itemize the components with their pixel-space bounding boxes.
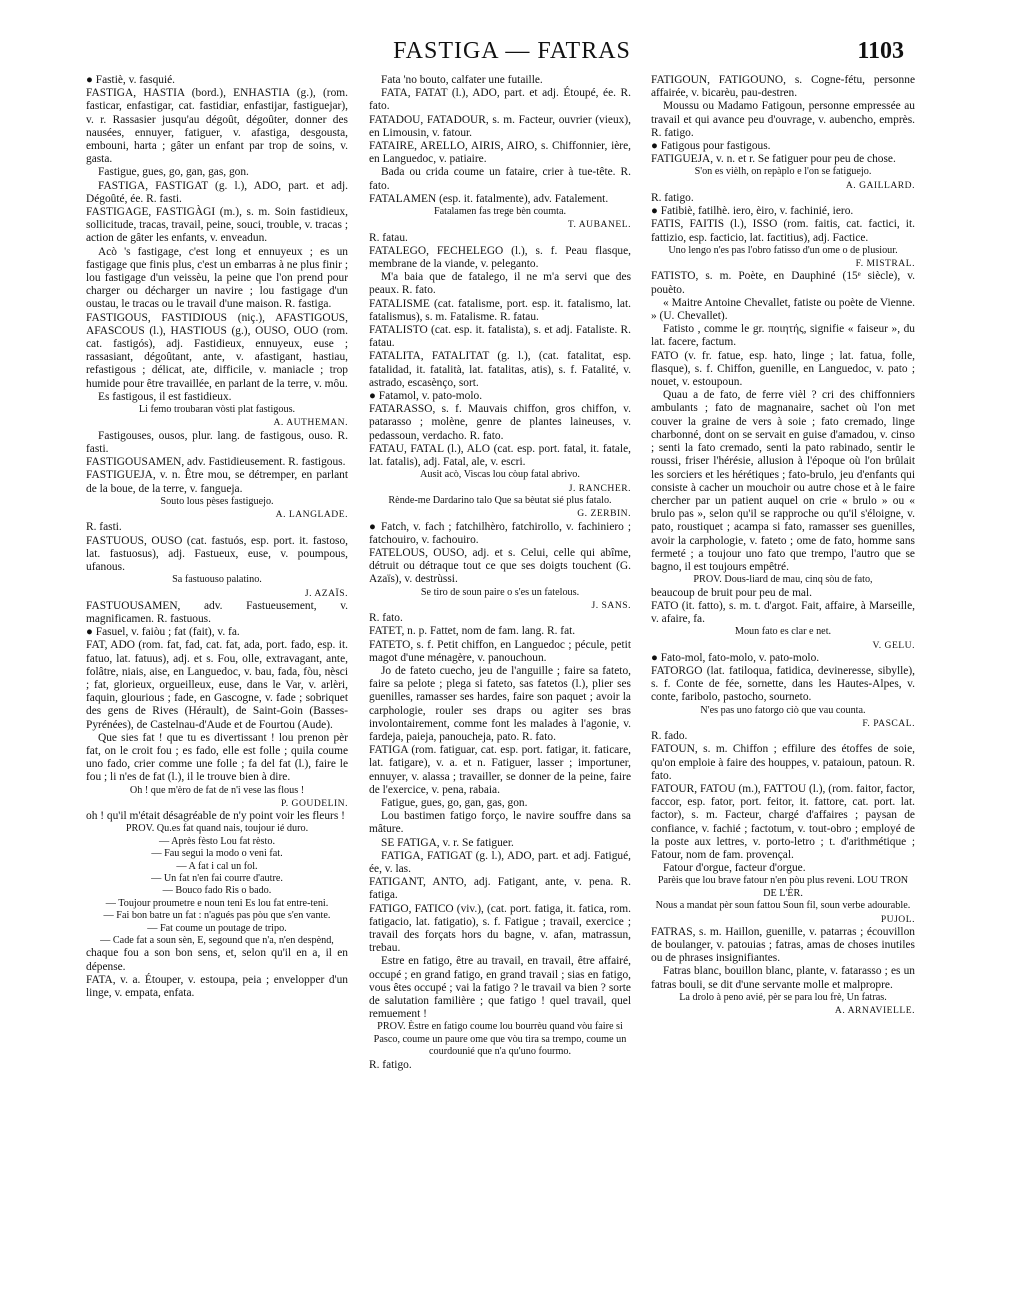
quotation-line: PROV. Qu.es fat quand nais, toujour ié duro. — [125, 823, 309, 835]
quotation-line: Oh ! que m'èro de fat de n'i vese las flous ! — [129, 784, 305, 796]
dictionary-entry: FATALITA, FATALITAT (g. l.), (cat. fatalitat, esp. fatalidad, it. fatalità, lat. fatalitas, atis), s. f. Fatalité, v. astrado, escasènço, sort. — [369, 350, 631, 389]
quotation-line: Ausit acò, Viscas lou còup fatal abrivo. — [420, 469, 580, 481]
dictionary-entry: Estre en fatigo, être au travail, en travail, être affairé, occupé ; en grand fatigo, en grand travail ; sias en fatigo, vous êtes occupé ; vai la fatigo ? le travail va bien ? sorte de salutation familière ; que fatigo ! quel travail, quel remuement ! — [369, 955, 631, 1021]
dictionary-entry: FATALAMEN (esp. it. fatalmente), adv. Fatalement. — [369, 192, 609, 205]
dictionary-entry: FATIGANT, ANTO, adj. Fatigant, ante, v. pena. R. fatiga. — [369, 876, 631, 902]
dictionary-entry: FATAIRE, ARELLO, AIRIS, AIRO, s. Chiffonnier, ière, en Languedoc, v. patiaire. — [369, 140, 631, 166]
quotation-line: S'on es vièlh, on repàplo e l'on se fatiguejo. — [694, 166, 872, 178]
dictionary-entry: Fatras blanc, bouillon blanc, plante, v. fatarasso ; es un fatras bouli, se dit d'une servante molle et malpropre. — [651, 965, 915, 991]
column-right — [651, 74, 915, 1017]
quotation-attribution: P. GOUDELIN. — [280, 797, 348, 809]
dictionary-entry: FATISTO, s. m. Poète, en Dauphiné (15ᵉ siècle), v. pouèto. — [651, 270, 915, 296]
dictionary-entry: Fatisto , comme le gr. ποιητής, signifie « faiseur », du lat. facere, factum. — [651, 323, 915, 349]
dictionary-entry: FATA, v. a. Étouper, v. estoupa, peia ; envelopper d'un linge, v. empata, enfata. — [86, 973, 348, 1000]
dictionary-entry: FATALEGO, FECHELEGO (l.), s. f. Peau flasque, membrane de la viande, v. peleganto. — [369, 244, 631, 271]
dictionary-entry: R. fatigo. — [369, 1058, 412, 1071]
quotation-attribution: J. AZAÏS. — [304, 587, 348, 599]
dictionary-entry: oh ! qu'il m'était désagréable de n'y point voir les fleurs ! — [86, 810, 345, 823]
dictionary-entry: FATIGA (rom. fatiguar, cat. esp. port. fatigar, it. faticare, lat. fatigare), v. a. et n. Fatiguer, lasser ; importuner, ennuyer, v. alassa ; travailler, se donner de la peine, faire de l'exercice, v. pena, rabaia. — [369, 744, 631, 796]
quotation-line: Sa fastuouso palatino. — [172, 574, 262, 586]
dictionary-entry: ● Fatch, v. fach ; fatchilhèro, fatchirollo, v. fachiniero ; fatchouiro, v. fachouiro. — [369, 520, 631, 546]
quotation-line: Uno lengo n'es pas l'obro fatisso d'un ome o de plusiour. — [668, 244, 898, 256]
dictionary-entry: FATADOU, FATADOUR, s. m. Facteur, ouvrier (vieux), en Limousin, v. fatour. — [369, 113, 631, 139]
dictionary-entry: FATETO, s. f. Petit chiffon, en Languedoc ; pécule, petit magot d'une ménagère, v. panouchoun. — [369, 638, 631, 664]
dictionary-entry: SE FATIGA, v. r. Se fatiguer. — [381, 836, 514, 849]
dictionary-entry: R. fatau. — [369, 231, 408, 244]
quotation-attribution: F. PASCAL. — [862, 717, 915, 729]
quotation-line: PROV. Dous-liard de mau, cinq sòu de fato, — [693, 574, 873, 586]
quotation-line: — A fat i cal un fol. — [176, 860, 258, 872]
quotation-attribution: F. MISTRAL. — [855, 258, 915, 270]
quotation-line: — Fai bon batre un fat : n'agués pas pòu que s'en vante. — [103, 910, 331, 922]
dictionary-entry: FATAU, FATAL (l.), ALO (cat. esp. port. fatal, it. fatale, lat. fatalis), adj. Fatal, ale, v. escri. — [369, 442, 631, 469]
dictionary-entry: ● Fatigous pour fastigous. — [651, 140, 771, 153]
quotation-attribution: PUJOL. — [880, 913, 915, 925]
dictionary-entry: FATIGUEJA, v. n. et r. Se fatiguer pour peu de chose. — [651, 153, 896, 166]
dictionary-entry: FASTIGUEJA, v. n. Être mou, se détremper, en parlant de la boue, de la terre, v. fangueja. — [86, 469, 348, 495]
quotation-line: — Fau segui la modo o veni fat. — [151, 848, 283, 860]
dictionary-entry: ● Fatibiè, fatilhè. iero, èiro, v. fachinié, iero. — [651, 205, 854, 218]
quotation-line: Fatalamen fas trege bèn coumta. — [433, 206, 567, 218]
dictionary-entry: Que sies fat ! que tu es divertissant ! lou prenon pèr fat, on le croit fou ; es fado, elle est folle ; quila coume uno fado, crier comme une folle ; fa del fat (l.), faire le fou ; li n'es de fat (l.), il le trouve bien à dire. — [86, 731, 348, 784]
dictionary-entry: FATARASSO, s. f. Mauvais chiffon, gros chiffon, v. patarasso ; molène, genre de plantes laineuses, v. pedassoun, verdacho. R. fato. — [369, 403, 631, 442]
dictionary-entry: Bada ou crida coume un fataire, crier à tue-tête. R. fato. — [369, 166, 631, 192]
dictionary-entry: M'a baia que de fatalego, il ne m'a servi que des peaux. R. fato. — [369, 271, 631, 297]
quotation-attribution: A. ARNAVIELLE. — [834, 1005, 915, 1017]
quotation-line: PROV. Èstre en fatigo coume lou bourrèu quand vòu faire si Pasco, coume un paure ome que vòu tira sa trempo, coume un courdounié que n'a qu'uno fourmo. — [373, 1021, 627, 1058]
quotation-attribution: A. LANGLADE. — [275, 509, 348, 521]
quotation-attribution: J. SANS. — [591, 599, 631, 611]
dictionary-entry: FASTIGOUS, FASTIDIOUS (niç.), AFASTIGOUS, AFASCOUS (l.), HASTIOUS (g.), OUSO, OUO (rom. cat. fastigós), adj. Fastidieux, ennuyeux, euse ; rassasiant, dégoûtant, ante, v. afastigant, hastiau, refastigous ; délicat, ate, difficile, v. maniacle ; trop humide pour être travaillée, en parlant de la terre, v. môu. — [86, 311, 348, 390]
quotation-line: Souto lous pèses fastiguejo. — [160, 495, 274, 507]
quotation-attribution: T. AUBANEL. — [567, 219, 631, 231]
quotation-line: Li femo troubaran vòsti plat fastigous. — [138, 404, 296, 416]
dictionary-entry: FATRAS, s. m. Haillon, guenille, v. patarras ; écouvillon de boulanger, v. patouias ; fatras, amas de choses inutiles ou de phrases insignifiantes. — [651, 925, 915, 965]
quotation-attribution: J. RANCHER. — [568, 482, 631, 494]
dictionary-entry: FATORGO (lat. fatiloqua, fatidica, devineresse, sibylle), s. f. Conte de fée, sornette, dans les Hautes-Alpes, v. conte, faribolo, pastocho, sourneto. — [651, 664, 915, 704]
dictionary-entry: FATELOUS, OUSO, adj. et s. Celui, celle qui abîme, détruit ou détraque tout ce que ses doigts touchent (G. Azaïs), v. destrùssi. — [369, 546, 631, 586]
dictionary-entry: R. fato. — [369, 612, 403, 625]
dictionary-entry: Lou bastimen fatigo forço, le navire souffre dans sa mâture. — [369, 810, 631, 836]
dictionary-entry: Es fastigous, il est fastidieux. — [98, 390, 232, 403]
dictionary-entry: R. fasti. — [86, 521, 122, 534]
quotation-line: — Bouco fado Ris o bado. — [162, 885, 272, 897]
dictionary-entry: chaque fou a son bon sens, et, selon qu'il en a, il en dépense. — [86, 947, 348, 973]
dictionary-entry: FATIGO, FATICO (viv.), (cat. port. fatiga, it. fatica, rom. fatigacio, lat. fatigatio), s. f. Fatigue ; travail, exercice ; travail des forçats hors du bagne, v. afan, matrassun, trebau. — [369, 902, 631, 955]
dictionary-entry: FASTUOUS, OUSO (cat. fastuós, esp. port. it. fastoso, lat. fastuosus), adj. Fastueux, euse, v. poumpous, ufanous. — [86, 534, 348, 573]
dictionary-entry: FASTUOUSAMEN, adv. Fastueusement, v. magnificamen. R. fastuous. — [86, 599, 348, 625]
dictionary-entry: FASTIGAGE, FASTIGÀGI (m.), s. m. Soin fastidieux, sollicitude, tracas, travail, peine, souci, trouble, v. tracas ; action de gâter les enfants, v. enveadun. — [86, 206, 348, 245]
dictionary-entry: FASTIGA, FASTIGAT (g. l.), ADO, part. et adj. Dégoûté, ée. R. fasti. — [86, 179, 348, 205]
dictionary-entry: Fata 'no bouto, calfater une futaille. — [381, 74, 543, 86]
dictionary-entry: ● Fatamol, v. pato-molo. — [369, 390, 483, 403]
dictionary-entry: FATALISTO (cat. esp. it. fatalista), s. et adj. Fataliste. R. fatau. — [369, 324, 631, 350]
quotation-line: Rènde-me Dardarino talo Que sa bèutat sié plus fatalo. — [388, 494, 612, 506]
dictionary-entry: Moussu ou Madamo Fatigoun, personne empressée au travail et qui avance peu d'ouvrage, v. aubencho, emprès. R. fatigo. — [651, 100, 915, 139]
dictionary-entry: Fastigue, gues, go, gan, gas, gon. — [98, 166, 249, 179]
quotation-line: Se tiro de soun paire o s'es un fatelous. — [420, 586, 580, 598]
running-title: FASTIGA — FATRAS — [393, 38, 631, 64]
dictionary-entry: FATA, FATAT (l.), ADO, part. et adj. Étoupé, ée. R. fato. — [369, 87, 631, 113]
dictionary-entry: Fatigue, gues, go, gan, gas, gon. — [381, 796, 528, 809]
quotation-line: — Cade fat a soun sèn, E, segound que n'a, n'en despènd, — [100, 935, 334, 947]
quotation-line: — Fat coume un poutage de tripo. — [147, 922, 287, 934]
quotation-line: N'es pas uno fatorgo ciò que vau counta. — [700, 704, 866, 716]
dictionary-entry: FASTIGA, HASTIA (bord.), ENHASTIA (g.), (rom. fasticar, enfastigar, cat. fastidiar, enfastijar, fastiguejar), v. r. Rassasier jusqu'au dégoût, dégoûter, donner des nausées, ennuyer, fatiguer, v. afastiga, desgousta, embouni, harta ; gâter un enfant par trop de soins, v. gasta. — [86, 87, 348, 166]
quotation-line: Parèis que lou brave fatour n'en pòu plus reveni. LOU TRON DE L'ÈR. — [657, 875, 909, 899]
dictionary-entry: R. fado. — [651, 730, 688, 743]
dictionary-entry: FATIGOUN, FATIGOUNO, s. Cogne-fétu, personne affairée, v. bicarèu, pau-destren. — [651, 74, 915, 100]
dictionary-entry: ● Fato-mol, fato-molo, v. pato-molo. — [651, 651, 820, 664]
quotation-attribution: G. ZERBIN. — [577, 508, 631, 520]
dictionary-entry: Jo de fateto cuecho, jeu de l'anguille ; faire sa fateto, faire sa pelote ; plega si fateto, sas fatetos (l.), plier ses guenilles, ramasser ses hardes, faire son paquet ; avoir la carphologie, rouler ses draps ou agiter ses bras involontairement, comme font les malades à l'agonie, v. fardeja, paieja, panoucheja, pato. R. fato. — [369, 664, 631, 743]
page-number: 1103 — [857, 38, 904, 64]
dictionary-entry: ● Fastiè, v. fasquié. — [86, 74, 176, 86]
dictionary-entry: FAT, ADO (rom. fat, fad, cat. fat, ada, port. fado, esp. it. fatuo, lat. fatuus), adj. et s. Fou, olle, extravagant, ante, folâtre, niais, aise, en Languedoc, v. bau, fada, fòu, nèsci ; fat, glorieux, orgueilleux, euse, dans le Var, v. arlèri, faquin, glourious ; fade, en Gascogne, v. fade ; sobriquet des gens de Rives (Hérault), de Saint-Goin (Basses-Pyrénées), de Castelnau-d'Aude et de Fourtou (Aude). — [86, 639, 348, 731]
dictionary-entry: Quau a de fato, de ferre vièl ? cri des chiffonniers ambulants ; fato de magnanaire, sachet où l'on met couver la graine de vers à soie ; fato cremado, linge charbonné, dont on se servait en guise d'amadou, v. cinso ; senti la fato cremado, senti la pato rabinado, sentir le roussi, friser l'hérésie, allusion à l'époque où l'on brûlait les sorciers et les hérétiques ; fato-brulo, jeu d'enfants qui consiste à cacher un mouchoir ou autre chose et à le faire chercher par un patient auquel on crie « brulo » ou « brulo pas », selon qu'il se rapproche ou qu'il s'éloigne, v. pato, roustiquet ; acampa si fato, ramasser ses guenilles, avoir la carphologie, v. fateto ; ome de fato, homme sans fermeté ; a toujour uno fato que trempo, l'autro que se bagno, il est toujours empêtré. — [651, 389, 915, 573]
dictionary-entry: Fastigouses, ousos, plur. lang. de fastigous, ouso. R. fasti. — [86, 429, 348, 455]
quotation-line: — Un fat n'en fai courre d'autre. — [151, 873, 283, 885]
dictionary-entry: FATOUR, FATOU (m.), FATTOU (l.), (rom. faitor, factor, faccor, esp. fator, port. feitor, it. fattore, cat. port. lat. factor), s. m. Facteur, chargé d'affaires ; paysan de confiance, v. fachié ; factotum, v. tout-obro ; employé de la poste aux lettres, v. porto-letro ; t. d'arithmétique ; Fatour, nom de fam. provençal. — [651, 782, 915, 861]
dictionary-entry: FATOUN, s. m. Chiffon ; effilure des étoffes de soie, qu'on emploie à faire des houppes, v. pataioun, patoun. R. fato. — [651, 743, 915, 782]
column-middle — [369, 74, 631, 1072]
column-left — [86, 74, 348, 1000]
quotation-line: Moun fato es clar e net. — [734, 626, 832, 638]
quotation-line: La drolo à peno avié, pèr se para lou frè, Un fatras. — [679, 991, 887, 1003]
quotation-line: Nous a mandat pèr soun fattou Soun fil, soun verbe adourable. — [655, 900, 911, 912]
dictionary-entry: ● Fasuel, v. faiòu ; fat (fait), v. fa. — [86, 626, 240, 639]
dictionary-entry: FATO (v. fr. fatue, esp. hato, linge ; lat. fatua, folle, flasque), s. f. Chiffon, guenille, en Languedoc, v. pato ; nouet, v. estoupoun. — [651, 349, 915, 389]
dictionary-entry: FATIS, FAITIS (l.), ISSO (rom. faitis, cat. factici, it. fattizio, esp. facticio, lat. factitius), adj. Factice. — [651, 218, 915, 244]
dictionary-entry: beaucoup de bruit pour peu de mal. — [651, 586, 812, 599]
dictionary-entry: FASTIGOUSAMEN, adv. Fastidieusement. R. fastigous. — [86, 456, 346, 469]
quotation-attribution: V. GELU. — [872, 639, 915, 651]
quotation-line: — Après fèsto Lou fat rèsto. — [159, 835, 275, 847]
dictionary-entry: FATALISME (cat. fatalisme, port. esp. it. fatalismo, lat. fatalismus), s. m. Fatalisme. R. fatau. — [369, 297, 631, 323]
quotation-line: — Toujour proumetre e noun teni Es lou fat entre-teni. — [105, 897, 329, 909]
dictionary-entry: FATIGA, FATIGAT (g. l.), ADO, part. et adj. Fatigué, ée, v. las. — [369, 849, 631, 875]
dictionary-entry: FATO (it. fatto), s. m. t. d'argot. Fait, affaire, à Marseille, v. afaire, fa. — [651, 599, 915, 625]
quotation-attribution: A. AUTHEMAN. — [273, 417, 348, 429]
dictionary-entry: R. fatigo. — [651, 192, 694, 205]
dictionary-entry: Fatour d'orgue, facteur d'orgue. — [663, 862, 806, 875]
dictionary-entry: « Maitre Antoine Chevallet, fatiste ou poète de Vienne. » (U. Chevallet). — [651, 296, 915, 323]
dictionary-entry: Acò 's fastigage, c'est long et ennuyeux ; es un fastigage que finis plus, c'est un embarras à ne plus finir ; lou fastigage d'un veissèu, la peine que l'on prend pour charger ou décharger un navire ; lou fastigage d'un oustau, le tracas ou le travail d'une maison. R. fastiga. — [86, 245, 348, 311]
quotation-attribution: A. GAILLARD. — [845, 179, 915, 191]
dictionary-entry: FATET, n. p. Fattet, nom de fam. lang. R. fat. — [369, 625, 576, 638]
page-header — [0, 38, 1024, 68]
